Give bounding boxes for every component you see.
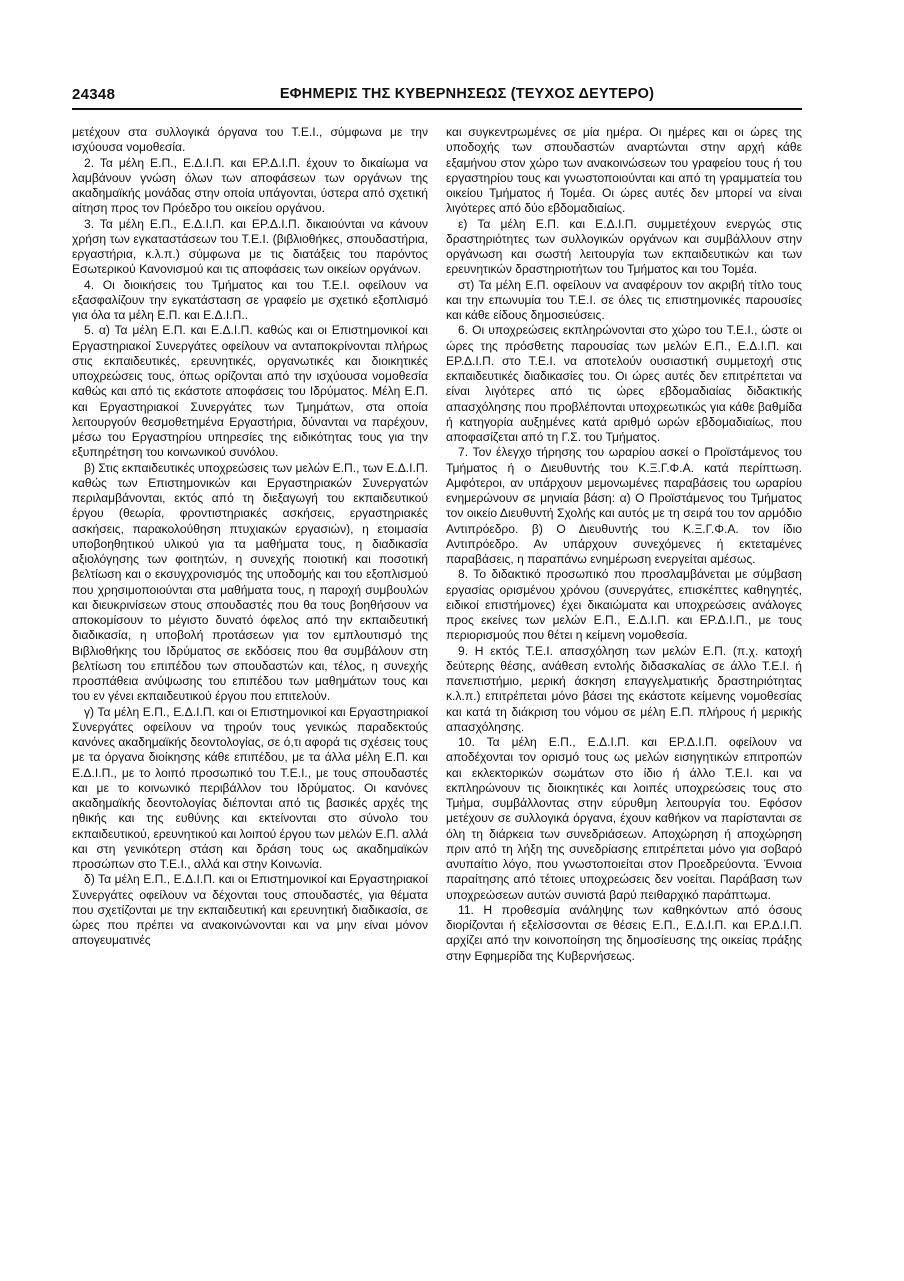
paragraph: 4. Οι διοικήσεις του Τμήματος και του Τ.Ε.Ι. οφείλουν να εξασφαλίζουν την εγκατάσταση σε γραφείο με σχετικό εξοπλισμό για όλα τα μέλη Ε.Π. και Ε.Δ.Ι.Π.. bbox=[72, 277, 428, 322]
page-header bbox=[72, 86, 802, 108]
paragraph: στ) Τα μέλη Ε.Π. οφείλουν να αναφέρουν τον ακριβή τίτλο τους και την επωνυμία του Τ.Ε.Ι. σε όλες τις επιστημονικές παρουσίες και κάθε είδους δημοσιεύσεις. bbox=[446, 277, 802, 322]
paragraph: 6. Οι υποχρεώσεις εκπληρώνονται στο χώρο του Τ.Ε.Ι., ώστε οι ώρες της πρόσθετης παρουσίας των μελών Ε.Π., Ε.Δ.Ι.Π. και ΕΡ.Δ.Ι.Π. στο Τ.Ε.Ι. να αποτελούν ουσιαστική συμμετοχή στις εκπαιδευτικές διαδικασίες του. Οι ώρες αυτές δεν επιτρέπεται να είναι λιγότερες από τις ώρες εβδομαδιαίας διδακτικής απασχόλησης που προβλέπονται υποχρεωτικώς για κάθε βαθμίδα ή κατηγορία αυξημένες κατά αριθμό ωρών εβδομαδιαίως, που αποφασίζεται από τη Γ.Σ. του Τμήματος. bbox=[446, 323, 802, 444]
right-column bbox=[446, 125, 802, 964]
paragraph: 10. Τα μέλη Ε.Π., Ε.Δ.Ι.Π. και ΕΡ.Δ.Ι.Π. οφείλουν να αποδέχονται τον ορισμό τους ως μελών εισηγητικών επιτροπών και εκλεκτορικών σωμάτων στο ίδιο ή άλλο Τ.Ε.Ι. και να εκπληρώνουν τις διοικητικές και λοιπές υποχρεώσεις τους στο Τμήμα, συμβάλλοντας στην εύρυθμη λειτουργία του. Εφόσον μετέχουν σε συλλογικά όργανα, έχουν καθήκον να παρίστανται σε όλη τη διάρκεια των συνεδριάσεων. Αποχώρηση ή αποχώρηση πριν από τη λήξη της συνεδρίασης επιτρέπεται μόνο για σοβαρό ανυπαίτιο λόγο, που γνωστοποιείται στον Προεδρεύοντα. Έννοια παραίτησης από τέτοιες υποχρεώσεις δεν νοείται. Παράβαση των υποχρεώσεων αυτών συνιστά βαρύ πειθαρχικό παράπτωμα. bbox=[446, 735, 802, 902]
paragraph: και συγκεντρωμένες σε μία ημέρα. Οι ημέρες και οι ώρες της υποδοχής των σπουδαστών αναρτώνται στην αρχή κάθε εξαμήνου στον χώρο των ανακοινώσεων του γραφείου τους ή του εργαστηρίου τους και γνωστοποιούνται και από τη γραμματεία του οικείου Τμήματος ή Τομέα. Οι ώρες αυτές δεν μπορεί να είναι λιγότερες από δύο εβδομαδιαίως. bbox=[446, 125, 802, 216]
paragraph: ε) Τα μέλη Ε.Π. και Ε.Δ.Ι.Π. συμμετέχουν ενεργώς στις δραστηριότητες των συλλογικών οργάνων και συμβάλλουν στην οργάνωση και σωστή λειτουργία των εκπαιδευτικών και των ερευνητικών δραστηριοτήτων του Τμήματος και του Τομέα. bbox=[446, 216, 802, 277]
paragraph: 3. Τα μέλη Ε.Π., Ε.Δ.Ι.Π. και ΕΡ.Δ.Ι.Π. δικαιούνται να κάνουν χρήση των εγκαταστάσεων του Τ.Ε.Ι. (βιβλιοθήκες, σπουδαστήρια, εργαστήρια, κ.λ.π.) σύμφωνα με τις διατάξεις του παρόντος Εσωτερικού Κανονισμού και τις αποφάσεις των οικείων οργάνων. bbox=[72, 216, 428, 277]
paragraph: 5. α) Τα μέλη Ε.Π. και Ε.Δ.Ι.Π. καθώς και οι Επιστημονικοί και Εργαστηριακοί Συνεργάτες οφείλουν να ανταποκρίνονται πλήρως στις εκπαιδευτικές, ερευνητικές, οργανωτικές και διοικητικές υποχρεώσεις τους, όπως ορίζονται από την ισχύουσα νομοθεσία καθώς και από τις εκάστοτε αποφάσεις του Ιδρύματος. Μέλη Ε.Π. και Εργαστηριακοί Συνεργάτες των Τμημάτων, στα οποία λειτουργούν θεσμοθετημένα Εργαστήρια, δύνανται να παρέχουν, μέσω του Εργαστηρίου υπηρεσίες της ειδικότητας τους για την εξυπηρέτηση του κοινωνικού συνόλου. bbox=[72, 323, 428, 460]
paragraph: μετέχουν στα συλλογικά όργανα του Τ.Ε.Ι., σύμφωνα με την ισχύουσα νομοθεσία. bbox=[72, 125, 428, 155]
paragraph: 9. Η εκτός Τ.Ε.Ι. απασχόληση των μελών Ε.Π. (π.χ. κατοχή δεύτερης θέσης, ανάθεση εντολής διδασκαλίας σε άλλο Τ.Ε.Ι. ή πανεπιστήμιο, μερική άσκηση επαγγελματικής δραστηριότητας κ.λ.π.) επιτρέπεται μόνο βάσει της εκάστοτε κείμενης νομοθεσίας και κατά τη διάκριση του νόμου σε μέλη Ε.Π. πλήρους ή μερικής απασχόλησης. bbox=[446, 643, 802, 734]
paragraph: γ) Τα μέλη Ε.Π., Ε.Δ.Ι.Π. και οι Επιστημονικοί και Εργαστηριακοί Συνεργάτες οφείλουν να τηρούν τους γενικώς παραδεκτούς κανόνες ακαδημαϊκής δεοντολογίας, σε ό,τι αφορά τις σχέσεις τους με τα όργανα διοίκησης κάθε επιπέδου, με τα άλλα μέλη Ε.Π. και Ε.Δ.Ι.Π., με το λοιπό προσωπικό του Τ.Ε.Ι., με τους σπουδαστές και με το κοινωνικό περιβάλλον του Ιδρύματος. Οι κανόνες ακαδημαϊκής δεοντολογίας διέπονται από τις βασικές αρχές της ηθικής και της ευθύνης και εκτείνονται στο σύνολο του εκπαιδευτικού, ερευνητικού και λοιπού έργου των μελών Ε.Π. αλλά και στη γενικότερη στάση και δράση τους ως ακαδημαϊκών προσώπων στο Τ.Ε.Ι., αλλά και στην Κοινωνία. bbox=[72, 704, 428, 871]
paragraph: 8. Το διδακτικό προσωπικό που προσλαμβάνεται με σύμβαση εργασίας ορισμένου χρόνου (συνεργάτες, επισκέπτες καθηγητές, ειδικοί επιστήμονες) έχει δικαιώματα και υποχρεώσεις ανάλογες προς εκείνες των μελών Ε.Π., Ε.Δ.Ι.Π. και ΕΡ.Δ.Ι.Π., με τους περιορισμούς που θέτει η κείμενη νομοθεσία. bbox=[446, 567, 802, 643]
paragraph: β) Στις εκπαιδευτικές υποχρεώσεις των μελών Ε.Π., των Ε.Δ.Ι.Π. καθώς των Επιστημονικών και Εργαστηριακών Συνεργατών περιλαμβάνονται, εκτός από τη διεξαγωγή του εκπαιδευτικού έργου (θεωρία, φροντιστηριακές ασκήσεις, εργαστηριακές ασκήσεις, παρακολούθηση πτυχιακών εργασιών), η ετοιμασία υποβοηθητικού υλικού για τα μαθήματα τους, η διαδικασία αξιολόγησης των φοιτητών, η συνεχής ποιοτική και ποσοτική βελτίωση και ο εκσυγχρονισμός της υποδομής και του εξοπλισμού που χρησιμοποιούνται στα μαθήματα τους, η παροχή συμβουλών και διευκρινίσεων στους σπουδαστές που θα τους βοηθήσουν να αποκομίσουν το μέγιστο δυνατό όφελος από την εκπαιδευτική διαδικασία, η υποβολή προτάσεων για τον εμπλουτισμό της Βιβλιοθήκης του Ιδρύματος σε εκδόσεις που θα συμβάλουν στη βελτίωση του επιπέδου των σπουδαστών και, τέλος, η συνεχής προσπάθεια ανύψωσης του επιπέδου των μαθημάτων τους και του εν γένει εκπαιδευτικού έργου που επιτελούν. bbox=[72, 460, 428, 704]
paragraph: 2. Τα μέλη Ε.Π., Ε.Δ.Ι.Π. και ΕΡ.Δ.Ι.Π. έχουν το δικαίωμα να λαμβάνουν γνώση όλων των αποφάσεων των οργάνων της ακαδημαϊκής μονάδας στην οποία υπάγονται, ύστερα από σχετική αίτηση προς τον Πρόεδρο του οικείου οργάνου. bbox=[72, 155, 428, 216]
paragraph: 11. Η προθεσμία ανάληψης των καθηκόντων από όσους διορίζονται ή εξελίσσονται σε θέσεις Ε.Π., Ε.Δ.Ι.Π. και ΕΡ.Δ.Ι.Π. αρχίζει από την κοινοποίηση της δημοσίευσης της οικείας πράξης στην Εφημερίδα της Κυβερνήσεως. bbox=[446, 902, 802, 963]
left-column bbox=[72, 125, 428, 949]
gazette-title: ΕΦΗΜΕΡΙΣ ΤΗΣ ΚΥΒΕΡΝΗΣΕΩΣ (ΤΕΥΧΟΣ ΔΕΥΤΕΡΟ) bbox=[279, 86, 655, 102]
header-rule bbox=[72, 108, 802, 110]
paragraph: 7. Τον έλεγχο τήρησης του ωραρίου ασκεί ο Προϊστάμενος του Τμήματος ή ο Διευθυντής του Κ.Ξ.Γ.Φ.Α. κατά περίπτωση. Αμφότεροι, αν υπάρχουν μεμονωμένες παραβάσεις του ωραρίου ενημερώνουν σε μηνιαία βάση: α) Ο Προϊστάμενος του Τμήματος τον οικείο Διευθυντή Σχολής και αυτός με τη σειρά του τον αρμόδιο Αντιπρόεδρο. β) Ο Διευθυντής του Κ.Ξ.Γ.Φ.Α. τον ίδιο Αντιπρόεδρο. Αν υπάρχουν συνεχόμενες ή εκτεταμένες παραβάσεις, η παραπάνω ενημέρωση ενεργείται αμέσως. bbox=[446, 445, 802, 566]
paragraph: δ) Τα μέλη Ε.Π., Ε.Δ.Ι.Π. και οι Επιστημονικοί και Εργαστηριακοί Συνεργάτες οφείλουν να δέχονται τους σπουδαστές, για θέματα που σχετίζονται με την εκπαιδευτική και ερευνητική διαδικασία, σε ώρες που πρέπει να ανακοινώνονται και να μην είναι μόνον απογευματινές bbox=[72, 872, 428, 948]
page-number: 24348 bbox=[72, 86, 116, 103]
